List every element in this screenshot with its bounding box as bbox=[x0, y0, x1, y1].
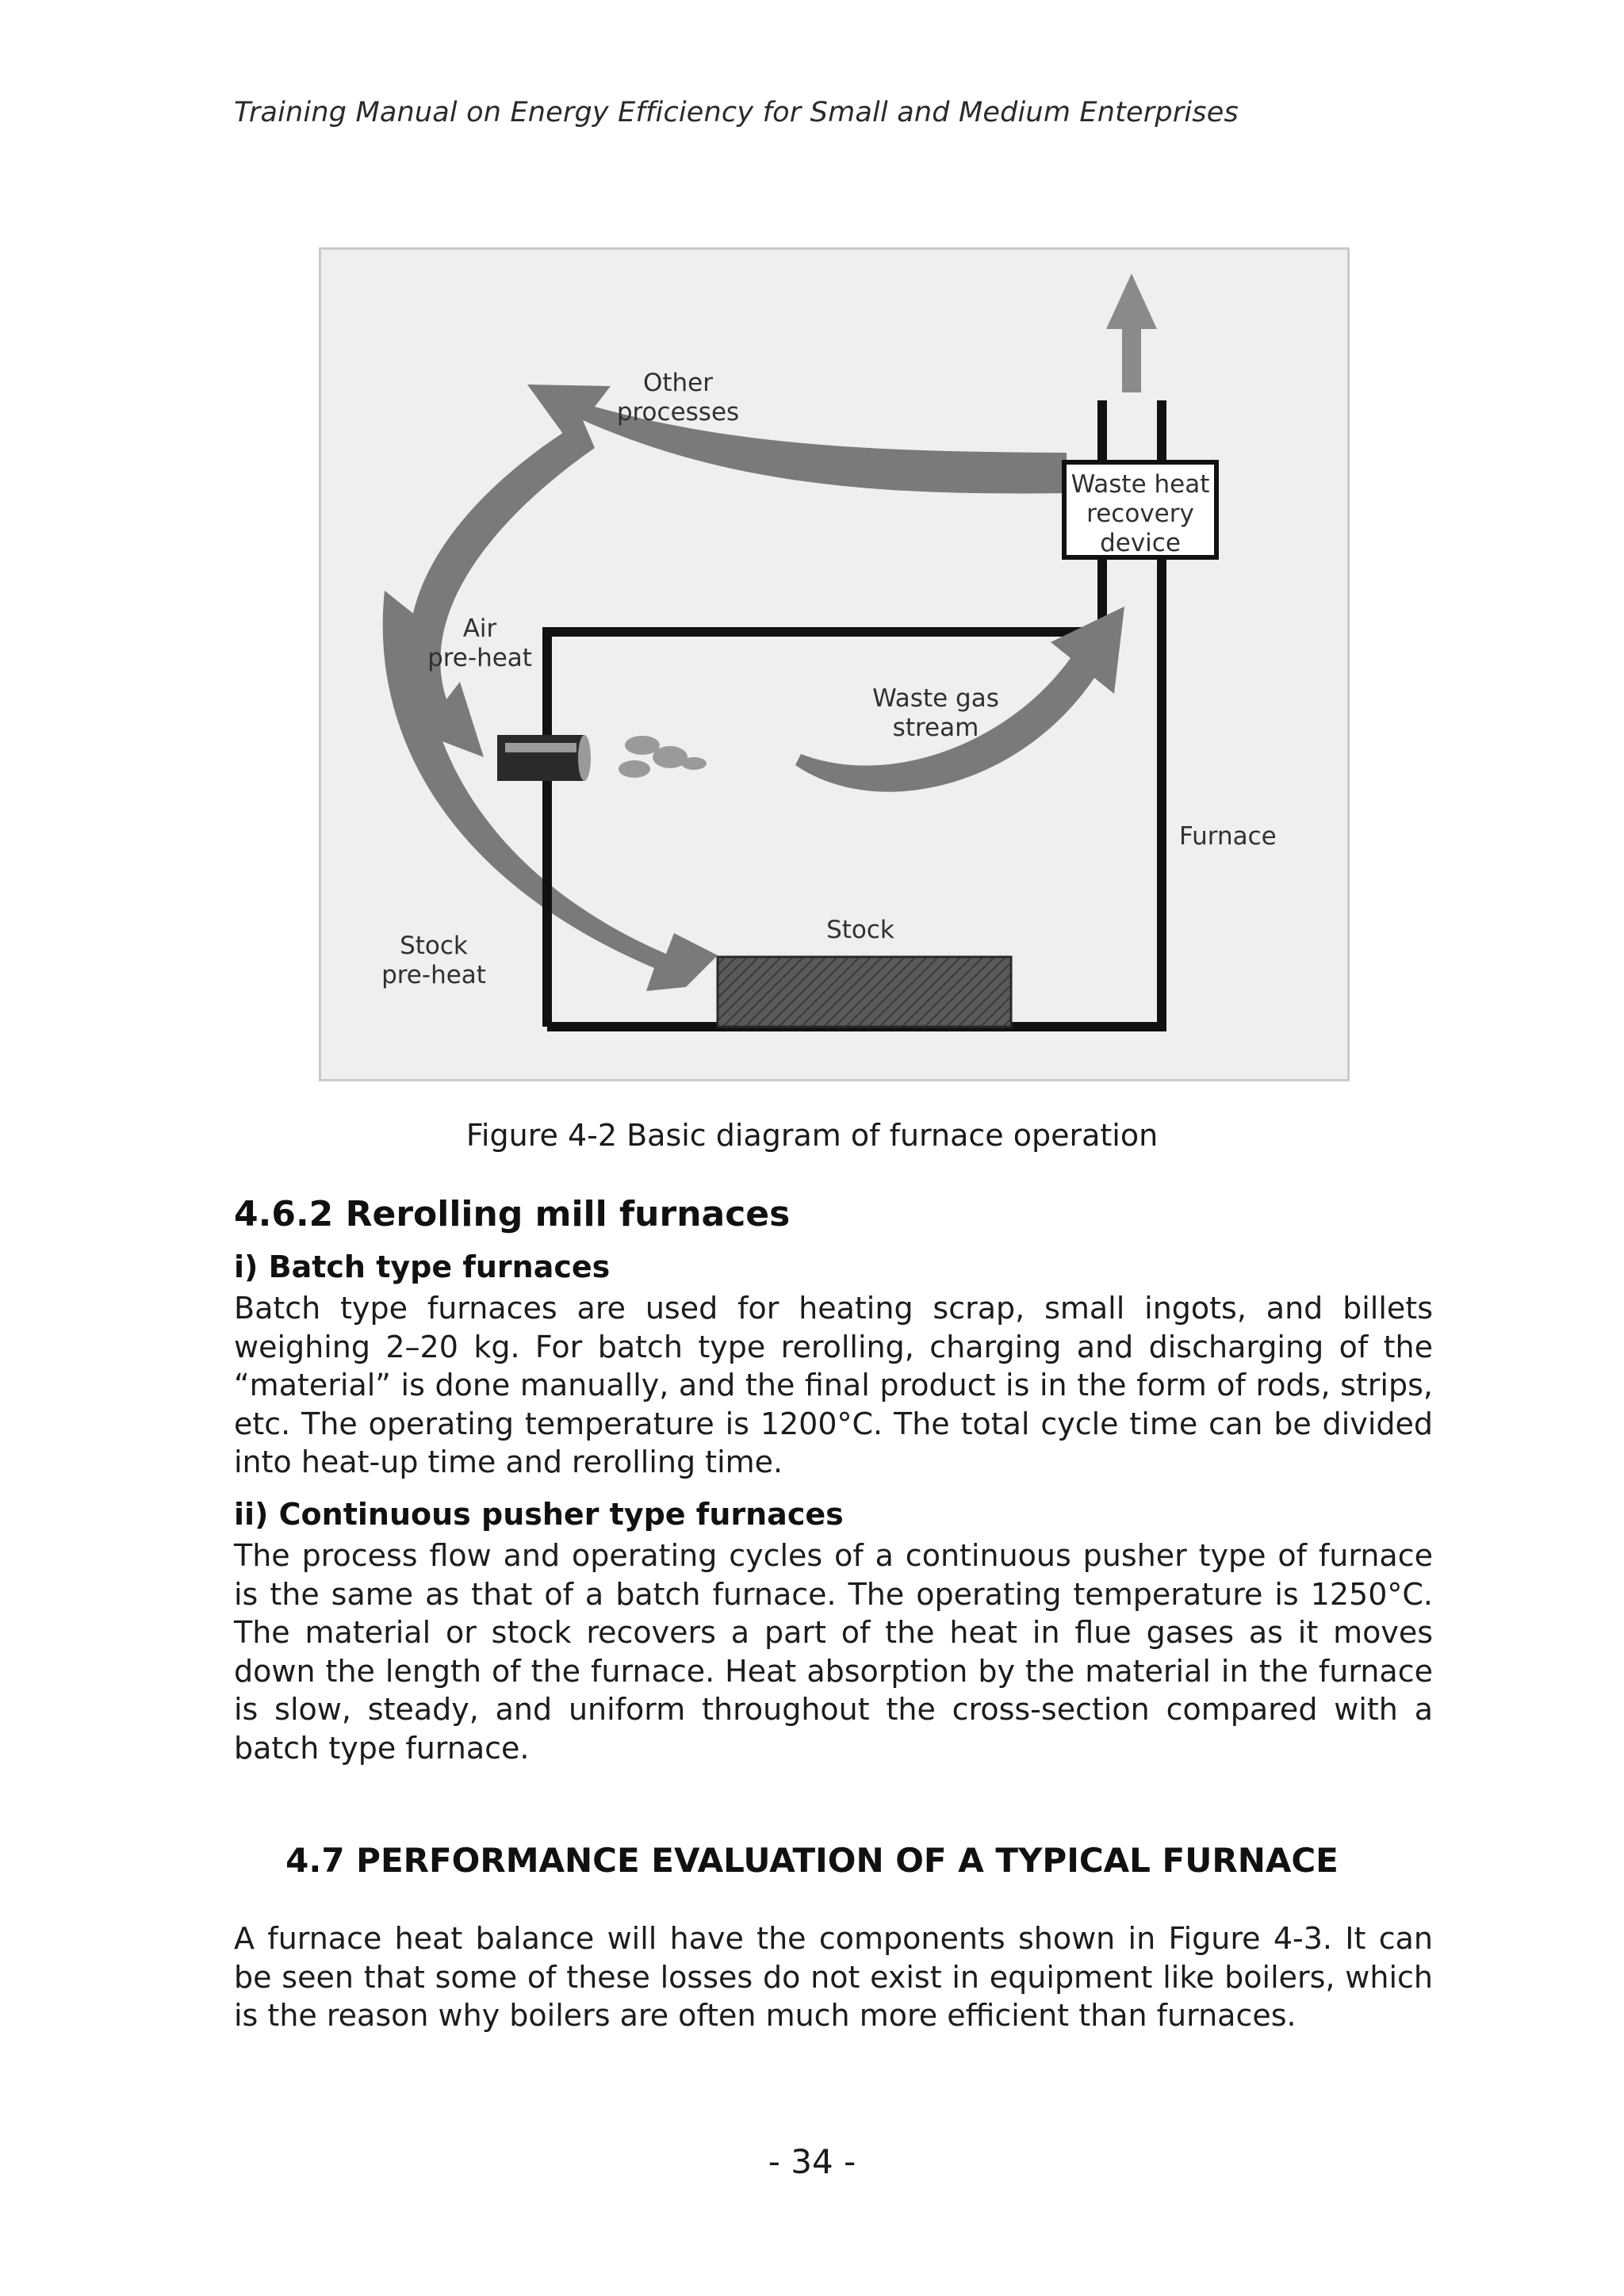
paragraph-batch-type: Batch type furnaces are used for heating scrap, small ingots, and billets weighing 2–20 kg. For batch type rerolling, charging and discharging of the “material” is done manually, and the final product is in the form of rods, strips, etc. The operating temperature is 1200°C. The total cycle time can be divided into heat-up time and rerolling time. bbox=[234, 1291, 1433, 1479]
label-waste-heat-device: Waste heat recovery device bbox=[1071, 470, 1210, 557]
label-stock: Stock bbox=[826, 916, 894, 944]
heading-continuous-pusher: ii) Continuous pusher type furnaces bbox=[234, 1497, 844, 1532]
exhaust-arrow bbox=[1106, 274, 1157, 392]
label-other-processes: Other processes bbox=[616, 369, 740, 427]
heading-batch-type: i) Batch type furnaces bbox=[234, 1249, 611, 1284]
furnace-diagram bbox=[319, 247, 1350, 1081]
label-furnace: Furnace bbox=[1179, 822, 1277, 851]
label-air-preheat: Air pre-heat bbox=[427, 614, 532, 672]
figure-caption: Figure 4-2 Basic diagram of furnace operation bbox=[465, 1118, 1159, 1153]
paragraph-continuous-pusher: The process flow and operating cycles of a continuous pusher type of furnace is the same as that of a batch furnace. The operating temperature is 1250°C. The material or stock recovers a part of the heat in flue gases as it moves down the length of the furnace. Heat absorption by the material in the furnace is slow, steady, and uniform throughout the cross-section compared with a batch type furnace. bbox=[234, 1538, 1433, 1766]
page-number: - 34 - bbox=[768, 2142, 856, 2181]
paragraph-heat-balance: A furnace heat balance will have the components shown in Figure 4-3. It can be seen that some of these losses do not exist in equipment like boilers, which is the reason why boilers are often much more efficient than furnaces. bbox=[234, 1921, 1433, 2033]
label-stock-preheat: Stock pre-heat bbox=[381, 932, 486, 989]
heading-performance-evaluation: 4.7 PERFORMANCE EVALUATION OF A TYPICAL FURNACE bbox=[285, 1841, 1339, 1880]
stock-block bbox=[718, 957, 1011, 1027]
other-processes-arrow bbox=[527, 385, 1067, 493]
flame-icon bbox=[619, 736, 707, 778]
burner-icon bbox=[497, 735, 591, 781]
label-waste-gas-stream: Waste gas stream bbox=[872, 684, 999, 742]
running-header: Training Manual on Energy Efficiency for Small and Medium Enterprises bbox=[234, 97, 1239, 128]
heading-rerolling-mill-furnaces: 4.6.2 Rerolling mill furnaces bbox=[234, 1194, 791, 1234]
